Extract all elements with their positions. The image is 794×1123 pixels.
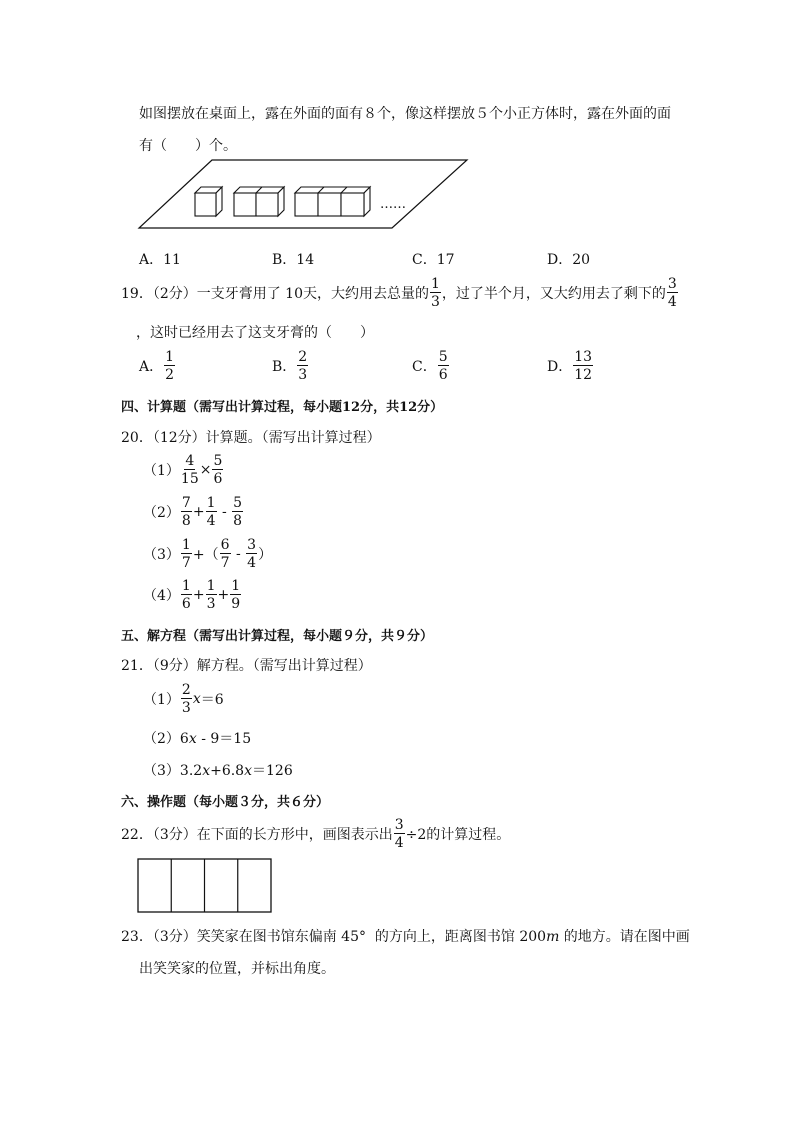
rectangle-figure[interactable]: [137, 858, 273, 914]
q23-line1: 23．（3分）笑笑家在图书馆东偏南 45° 的方向上，距离图书馆 200m 的地方。请在图中画: [121, 929, 690, 945]
q18-option-d: D．20: [547, 252, 591, 268]
cube-group-2: [234, 187, 284, 216]
q20-part-1: （1） $\frac{4}{15}$ × $\frac{5}{6}$: [143, 453, 223, 487]
q18-option-a: A．11: [139, 252, 181, 268]
cube-group-1: [195, 187, 222, 216]
q18-line1: 如图摆放在桌面上，露在外面的面有８个，像这样摆放５个小正方体时，露在外面的面: [139, 106, 671, 122]
q18-line2: 有（ ）个。: [139, 138, 237, 154]
q19-fraction-2: $\frac{3}{4}$: [667, 276, 677, 310]
q19-option-a: A． $\frac{1}{2}$: [139, 349, 175, 383]
q23-line2: 出笑笑家的位置，并标出角度。: [139, 961, 335, 977]
q19-line2: ，这时已经用去了这支牙膏的（ ）: [136, 325, 374, 341]
section-4-heading: 四、计算题（需写出计算过程，每小题12分，共12分）: [121, 400, 444, 415]
q20-part-4: （4） $\frac{1}{6}$ + $\frac{1}{3}$ + $\frac{1}{9}$: [143, 578, 241, 612]
q19-line1: [121, 277, 679, 309]
section-6-heading: 六、操作题（每小题３分，共６分）: [121, 795, 330, 810]
q18-option-b: B．14: [272, 252, 315, 268]
section-5-heading: 五、解方程（需写出计算过程，每小题９分，共９分）: [121, 629, 434, 644]
q21-part-2: （2）6x - 9＝15: [143, 731, 252, 747]
q19-prefix: 19．（2分）一支牙膏用了 10天，大约用去总量的: [121, 286, 429, 302]
cube-group-3: [295, 187, 370, 216]
q20-part-3: （3） $\frac{1}{7}$ +（ $\frac{6}{7}$ - $\frac{3}{4}$ ）: [143, 537, 273, 571]
q19-option-b: B． $\frac{2}{3}$: [272, 349, 308, 383]
q19-middle: ，过了半个月，又大约用去了剩下的: [441, 286, 666, 302]
q19-option-d: D． $\frac{13}{12}$: [547, 349, 593, 383]
q20-part-2: （2） $\frac{7}{8}$ + $\frac{1}{4}$ - $\frac{5}{8}$: [143, 495, 243, 529]
q21-part-1: （1） $\frac{2}{3}$ x ＝6: [143, 682, 224, 716]
q18-option-c: C．17: [412, 252, 455, 268]
q21-title: 21．（9分）解方程。（需写出计算过程）: [121, 658, 372, 674]
q19-fraction-1: $\frac{1}{3}$: [431, 276, 440, 310]
cube-figure: [137, 158, 469, 230]
continuation-dots: ……: [380, 197, 406, 212]
q22-fraction: $\frac{3}{4}$: [394, 817, 404, 851]
q22-line: 22．（3分）在下面的长方形中，画图表示出 $\frac{3}{4}$ ÷2的计算过程。: [121, 817, 511, 851]
q20-title: 20．（12分）计算题。（需写出计算过程）: [121, 430, 381, 446]
q21-part-3: （3）3.2x+6.8x＝126: [143, 763, 293, 779]
q19-option-c: C． $\frac{5}{6}$: [412, 349, 448, 383]
